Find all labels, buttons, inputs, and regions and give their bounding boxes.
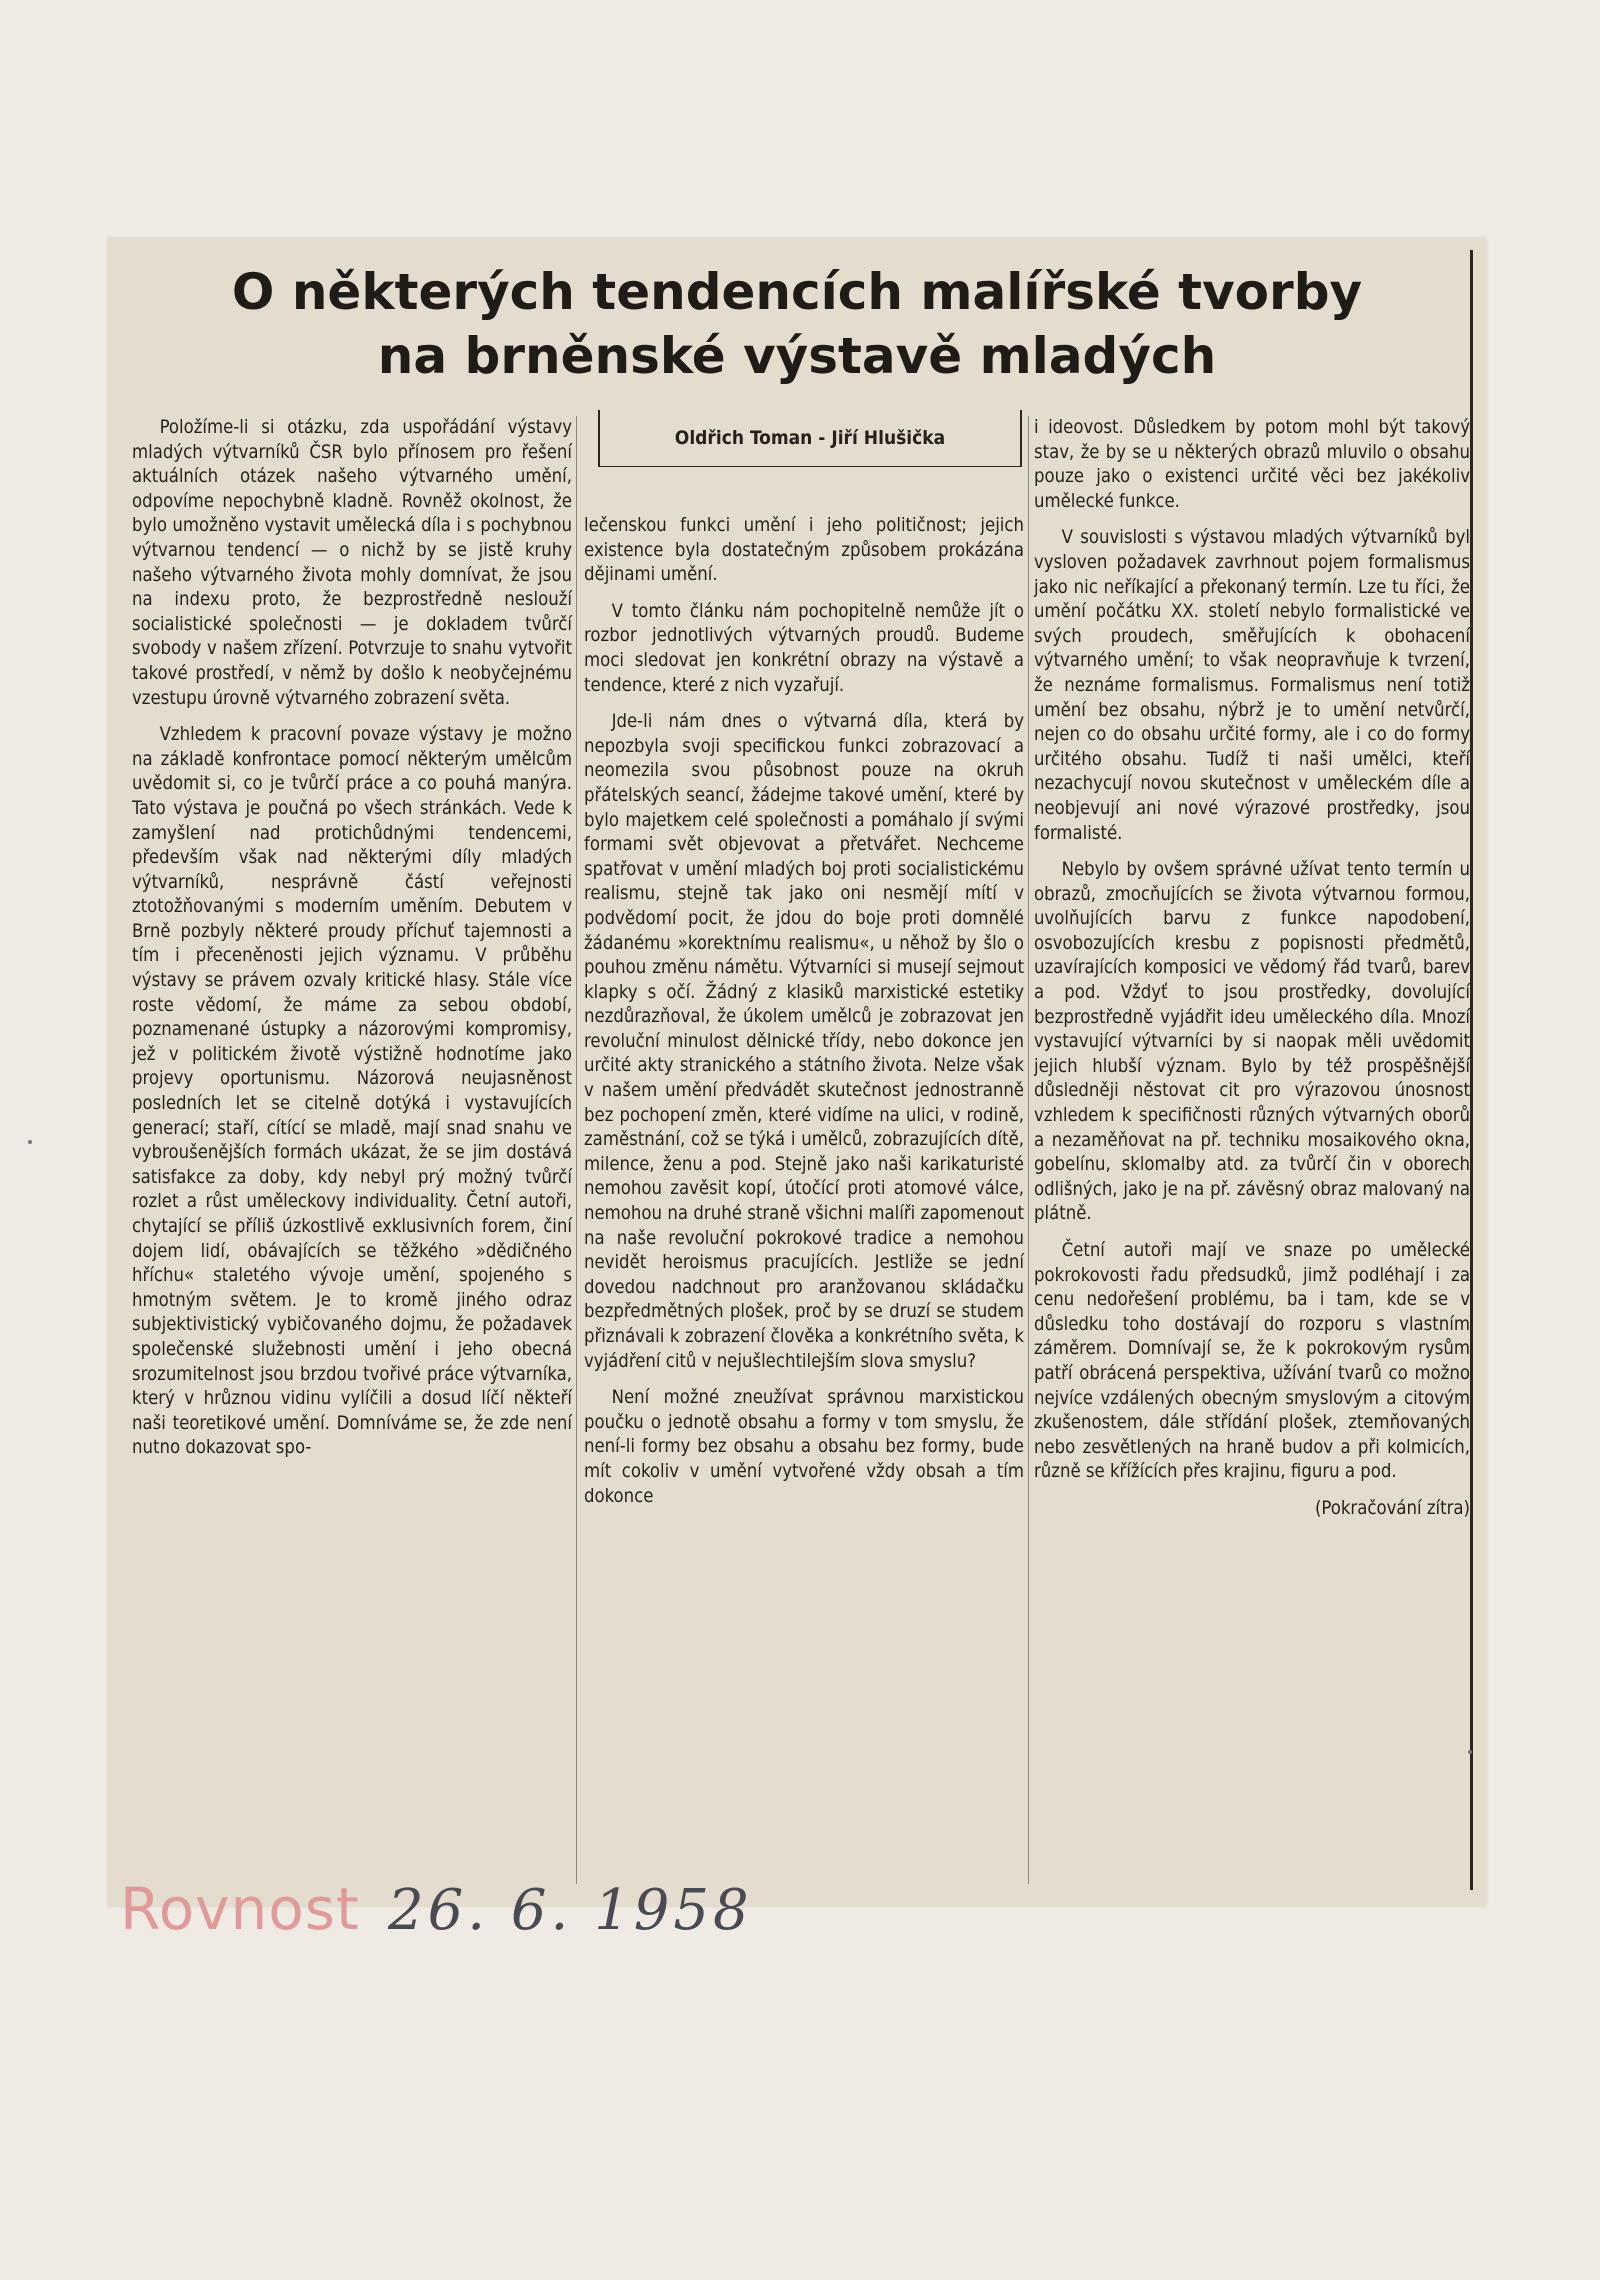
clipping-frame-edge (1470, 250, 1473, 1890)
column-1 (132, 416, 572, 1461)
paragraph: Nebylo by ovšem správné užívat tento termín u obrazů, zmocňujících se života výtvarnou formou, uvolňujících barvu z funkce napodobení, osvobozujících kresbu z popisnosti předmětů, uzavírajících komposici ve vědomý řád tvarů, barev a pod. Vždyť to jsou prostředky, dovolující bezprostředně vyjádřit ideu uměleckého díla. Mnozí vystavující výtvarníci by si naopak měli uvědomit jejich hlubší význam. Bylo by též prospěšnější důsledněji něstovat cit pro výrazovou únosnost vzhledem k specifičnosti různých výtvarných oborů a nezaměňovat na př. techniku mosaikového okna, gobelínu, sklomalby atd. za tvůrčí čin v oborech odlišných, jako je na př. závěsný obraz malovaný na plátně. (1034, 859, 1470, 1225)
source-stamp: Rovnost (120, 1875, 360, 1943)
column-3 (1034, 416, 1470, 1522)
handwritten-date: 26. 6. 1958 (388, 1878, 753, 1943)
paper-speck (1468, 1750, 1472, 1754)
newspaper-clipping (108, 238, 1486, 1906)
headline-line-1: O některých tendencích malířské tvorby (231, 263, 1363, 321)
paragraph: lečenskou funkci umění i jeho političnost; jejich existence byla dostatečným způsobem prokázána dějinami umění. (584, 515, 1024, 586)
paragraph: V tomto článku nám pochopitelně nemůže jít o rozbor jednotlivých výtvarných proudů. Budeme moci sledovat jen konkrétní obrazy na výstavě a tendence, které z nich vyzařují. (584, 600, 1024, 696)
paragraph: Položíme-li si otázku, zda uspořádání výstavy mladých výtvarníků ČSR bylo přínosem pro řešení aktuálních otázek našeho výtvarného umění, odpovíme nepochybně kladně. Rovněž okolnost, že bylo umožněno vystavit umělecká díla i s pochybnou výtvarnou tendencí — o nichž by se jistě kruhy našeho výtvarného života mohly domnívat, že jsou na indexu proto, že bezprostředně neslouží socialistické společnosti — je dokladem tvůrčí svobody v našem zřízení. Potvrzuje to snahu vytvořit takové prostředí, v němž by došlo k neobyčejnému vzestupu úrovně výtvarného zobrazení světa. (132, 417, 572, 709)
article-headline (108, 260, 1486, 388)
paper-speck (28, 1140, 32, 1144)
byline-box (598, 410, 1022, 467)
column-divider (1028, 416, 1029, 1884)
paragraph: Vzhledem k pracovní povaze výstavy je možno na základě konfrontace pomocí některým umělcům uvědomit si, co je tvůrčí práce a co pouhá manýra. Tato výstava je poučná po všech stránkách. Vede k zamyšlení nad protichůdnými tendencemi, především však nad některými díly mladých výtvarníků, nesprávně částí veřejnosti ztotožňovanými s moderním uměním. Debutem v Brně pozbyly některé proudy příchuť tajemnosti a tím i přeceněnosti jejich významu. V průběhu výstavy se právem ozvaly kritické hlasy. Stále více roste vědomí, že máme za sebou období, poznamenané ústupky a názorovými kompromisy, jež v politickém životě výstižně hodnotíme jako projevy oportunismu. Názorová neujasněnost posledních let se citelně dotýká i vystavujících generací; staří, cítící se mladě, mají snad snahu ve vybroušenějších formách ukázat, že se jim dostává satisfakce za doby, kdy nebyl prý možný tvůrčí rozlet a růst uměleckovy individuality. Četní autoři, chytající se příliš úzkostlivě exklusivních forem, činí dojem lidí, obávajících se těžkého »dědičného hříchu« staletého vývoje umění, spojeného s hmotným světem. Je to kromě jiného odraz subjektivistický vybičovaného dojmu, že požadavek společenské služebnosti umění i jeho obecná srozumitelnost jsou brzdou tvořivé práce výtvarníka, který v hrůznou vidinu vylíčili a dosud líčí někteří naši teoretikové umění. Domníváme se, že zde není nutno dokazovat spo- (132, 724, 572, 1459)
byline-authors: Oldřich Toman - Jiří Hlušička (674, 426, 946, 449)
column-2 (584, 416, 1024, 1509)
paragraph: Četní autoři mají ve snaze po umělecké pokrokovosti řadu předsudků, jimž podléhají i za cenu nedořešení problému, ba i tam, kde se v důsledku toho dostávají do rozporu s vlastním záměrem. Domnívají se, že k pokrokovým rysům patří obrácená perspektiva, užívání tvarů co možno nejvíce vzdálených obecným smyslovým a citovým zkušenostem, dále střídání plošek, ztemňovaných nebo zesvětlených na hraně budov a při kolmicích, různě se křížících přes krajinu, figuru a pod. (1034, 1240, 1470, 1483)
continuation-note: (Pokračování zítra) (1314, 1497, 1470, 1519)
column-divider (576, 416, 577, 1884)
headline-line-2: na brněnské výstavě mladých (377, 327, 1217, 385)
paragraph: i ideovost. Důsledkem by potom mohl být takový stav, že by se u některých obrazů mluvilo o obsahu pouze jako o existenci určité věci bez jakékoliv umělecké funkce. (1034, 417, 1470, 512)
paragraph: V souvislosti s výstavou mladých výtvarníků byl vysloven požadavek zavrhnout pojem formalismus jako nic neříkající a překonaný termín. Lze tu říci, že umění počátku XX. století nebylo formalistické ve svých proudech, směřujících k obohacení výtvarného umění; to však neopravňuje k tvrzení, že neznáme formalismus. Formalismus není totiž umění bez obsahu, nýbrž je to umění netvůrčí, nejen co do obsahu určité formy, ale i co do formy určitého obsahu. Tudíž ti naši umělci, kteří nezachycují novou skutečnost v uměleckém díle a neobjevují ani nové výrazové prostředky, jsou formalisté. (1034, 527, 1470, 844)
paragraph: Jde-li nám dnes o výtvarná díla, která by nepozbyla svoji specifickou funkci zobrazovací a neomezila svou působnost pouze na okruh přátelských seancí, žádejme takové umění, které by bylo majetkem celé společnosti a pomáhalo jí svými formami svět objevovat a přetvářet. Nechceme spatřovat v umění mladých boj proti socialistickému realismu, stejně tak jako oni nesmějí mítí v podvědomí pocit, že jdou do boje proti domnělé žádanému »korektnímu realismu«, u něhož by šlo o pouhou změnu námětu. Výtvarníci si musejí sejmout klapky s očí. Žádný z klasiků marxistické estetiky nezdůrazňoval, že úkolem umělců je zobrazovat jen revoluční minulost dělnické třídy, nebo dokonce jen určité akty stranického a státního života. Nelze však v našem umění předvádět skutečnost jednostranně bez pochopení změn, které vidíme na ulici, v rodině, zaměstnání, což se týká i umělců, zobrazujících dítě, milence, ženu a pod. Stejně jako naši karikaturisté nemohou zavěsit kopí, útočící proti atomové válce, nemohou na druhé straně všichni malíři zapomenout na naše revoluční pokrokové tradice a nemohou nevidět heroismus pracujících. Jestliže se jední dovedou nadchnout pro aranžovanou skládačku bezpředmětných plošek, proč by se druzí se studem přiznávali k zobrazení člověka a konkrétního světa, k vyjádření citů v nejušlechtilejším slova smyslu? (584, 711, 1024, 1372)
paragraph: Není možné zneužívat správnou marxistickou poučku o jednotě obsahu a formy v tom smyslu, že není-li formy bez obsahu a obsahu bez formy, bude mít cokoliv v umění vytvořené vždy obsah a tím dokonce (584, 1387, 1024, 1507)
